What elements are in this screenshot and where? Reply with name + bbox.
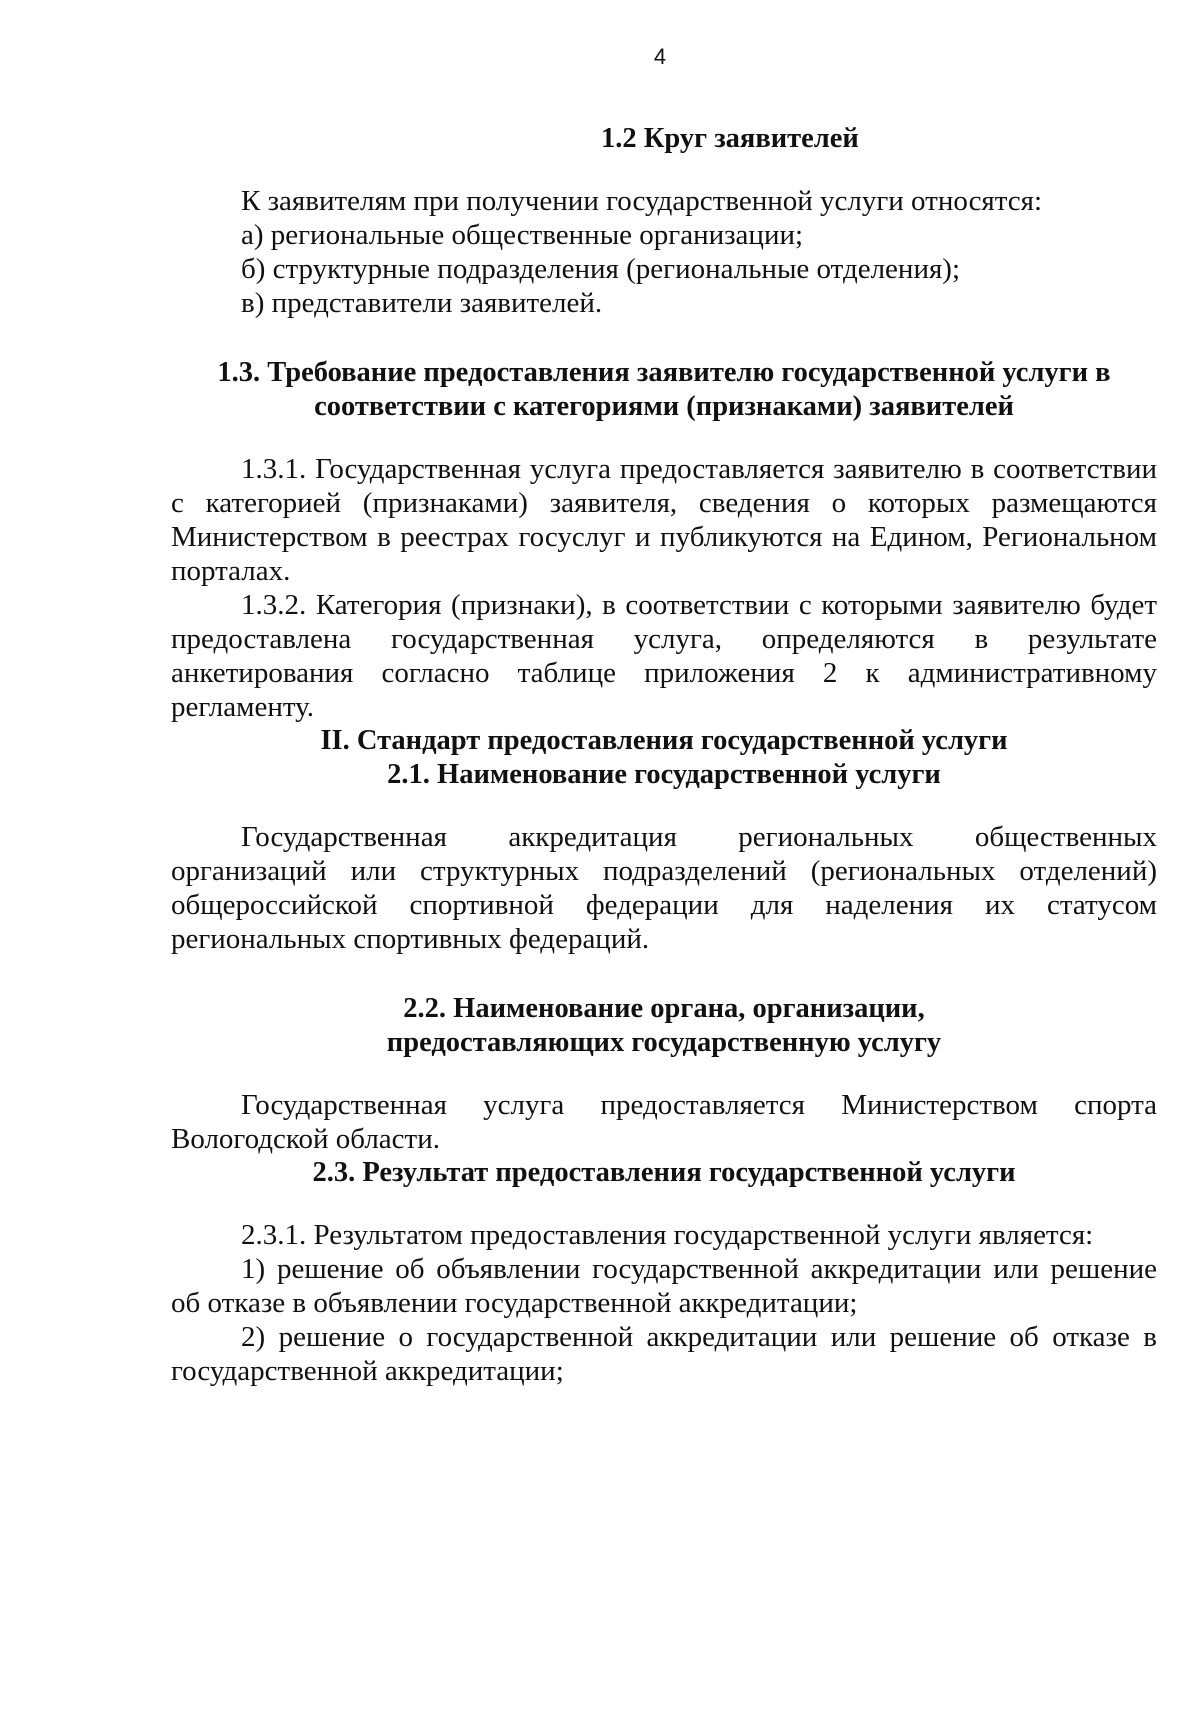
section-1-2-title: 1.2 Круг заявителей <box>601 123 859 154</box>
section-2-3-paragraph-3: 2) решение о государственной аккредитации или решение об отказе в государственной аккредитации; <box>171 1321 1157 1387</box>
section-2-2-paragraph: Государственная услуга предоставляется Министерством спорта Вологодской области. <box>171 1089 1157 1155</box>
section-1-3-paragraph-2: 1.3.2. Категория (признаки), в соответствии с которыми заявителю будет предоставлена государственная услуга, определяются в результате анкетирования согласно таблице приложения 2 к административному регламенту. <box>171 589 1157 723</box>
section-1-3-paragraph-1: 1.3.1. Государственная услуга предоставляется заявителю в соответствии с категорией (признаками) заявителя, сведения о которых размещаются Министерством в реестрах госуслуг и публикуются на Едином, Региональном порталах. <box>171 453 1157 587</box>
section-1-3-title-line-1: 1.3. Требование предоставления заявителю государственной услуги в <box>217 357 1111 388</box>
section-2-1-title: 2.1. Наименование государственной услуги <box>387 759 941 790</box>
section-1-3-title-line-2: соответствии с категориями (признаками) заявителей <box>314 391 1014 422</box>
section-1-2-paragraph-1: К заявителям при получении государственной услуги относятся: <box>241 185 1043 217</box>
page-number: 4 <box>653 44 667 69</box>
section-1-2-body <box>241 184 1157 320</box>
section-2-3-paragraph-2: 1) решение об объявлении государственной аккредитации или решение об отказе в объявлении государственной аккредитации; <box>171 1253 1157 1319</box>
section-2-2-title-line-1: 2.2. Наименование органа, организации, <box>403 993 925 1024</box>
section-ii-title: II. Стандарт предоставления государственной услуги <box>320 725 1008 756</box>
section-1-2-paragraph-4: в) представители заявителей. <box>241 287 603 319</box>
section-1-2-paragraph-3: б) структурные подразделения (региональные отделения); <box>241 253 961 285</box>
section-1-3-title-block <box>171 356 1157 424</box>
section-1-2-paragraph-2: а) региональные общественные организации; <box>241 219 804 251</box>
section-2-3-title: 2.3. Результат предоставления государственной услуги <box>312 1157 1016 1188</box>
section-2-2-title-line-2: предоставляющих государственную услугу <box>386 1027 942 1058</box>
section-2-2-title-block <box>171 992 1157 1060</box>
document-content <box>171 122 1157 1388</box>
section-2-3-paragraph-1: 2.3.1. Результатом предоставления государственной услуги является: <box>241 1219 1094 1251</box>
section-2-1-paragraph: Государственная аккредитация региональных общественных организаций или структурных подразделений (региональных отделений) общероссийской спортивной федерации для наделения их статусом региональных спортивных федераций. <box>171 821 1157 955</box>
